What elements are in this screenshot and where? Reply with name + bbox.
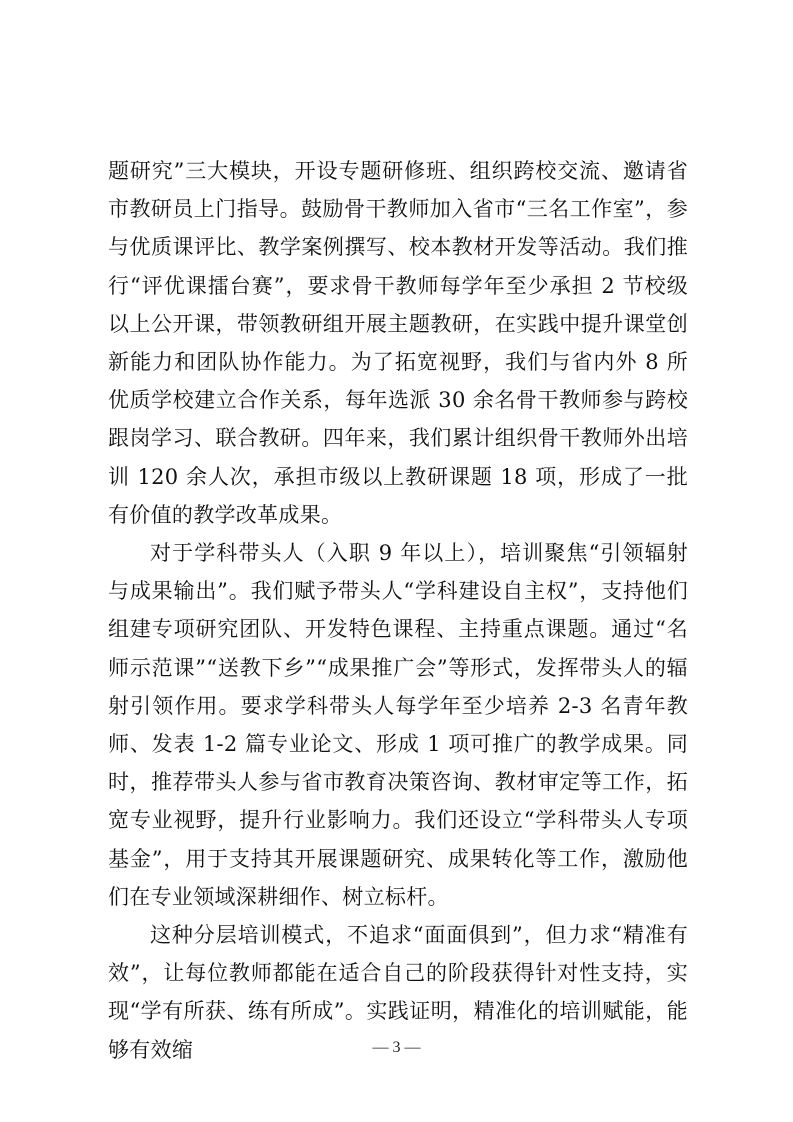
paragraph-tiered-training: 这种分层培训模式，不追求“面面俱到”，但力求“精准有效”，让每位教师都能在适合自己的阶段获得针对性支持，实现“学有所获、练有所成”。实践证明，精准化的培训赋能，能够有效缩 xyxy=(108,923,688,1062)
document-body xyxy=(108,152,688,1069)
paragraph-subject-leaders: 对于学科带头人（入职 9 年以上），培训聚焦“引领辐射与成果输出”。我们赋予带头人“学科建设自主权”，支持他们组建专项研究团队、开发特色课程、主持重点课题。通过“名师示范课”“送教下乡”“成果推广会”等形式，发挥带头人的辐射引领作用。要求学科带头人每学年至少培养 2-3 名青年教师、发表 1-2 篇专业论文、形成 1 项可推广的教学成果。同时，推荐带头人参与省市教育决策咨询、教材审定等工作，拓宽专业视野，提升行业影响力。我们还设立“学科带头人专项基金”，用于支持其开展课题研究、成果转化等工作，激励他们在专业领域深耕细作、树立标杆。 xyxy=(108,541,688,909)
paragraph-continuation: 题研究”三大模块，开设专题研修班、组织跨校交流、邀请省市教研员上门指导。鼓励骨干教师加入省市“三名工作室”，参与优质课评比、教学案例撰写、校本教材开发等活动。我们推行“评优课擂台赛”，要求骨干教师每学年至少承担 2 节校级以上公开课，带领教研组开展主题教研，在实践中提升课堂创新能力和团队协作能力。为了拓宽视野，我们与省内外 8 所优质学校建立合作关系，每年选派 30 余名骨干教师参与跨校跟岗学习、联合教研。四年来，我们累计组织骨干教师外出培训 120 余人次，承担市级以上教研课题 18 项，形成了一批有价值的教学改革成果。 xyxy=(108,159,688,527)
page-number: — 3 — xyxy=(372,1039,421,1056)
